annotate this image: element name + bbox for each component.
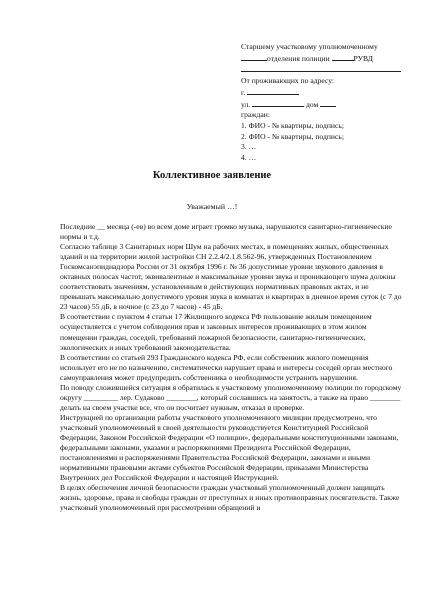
addressee-line-4: От проживающих по адресу: xyxy=(241,76,335,86)
blank-line xyxy=(252,99,304,107)
addressee-line-3 xyxy=(241,64,416,76)
addressee-line-11: 4. … xyxy=(241,153,257,163)
paragraph: В соответствии с пунктом 4 статьи 17 Жилищного кодекса РФ пользование жилым помещением осуществляется с учетом соблюдения прав и законных интересов проживающих в этом жилом помещении граждан, соседей, требований пожарной безопасности, санитарно-гигиенических, экологических и иных требований законодательства. xyxy=(60,312,372,352)
addressee-district-text: РУВД xyxy=(353,53,373,63)
blank-line xyxy=(241,64,401,72)
addressee-line-10: 3. … xyxy=(241,142,257,152)
addressee-line-9: 2. ФИО - № квартиры, подпись; xyxy=(241,131,344,141)
house-prefix: дом xyxy=(305,99,319,109)
paragraph: В целях обеспечения личной безопасности граждан участковый уполномоченный должен защищать жизнь, здоровье, права и свободы граждан от преступных и иных противоправных посягательств. Также участковый уполномоченный при рассмотрении обращений и xyxy=(60,483,400,513)
addressee-line-5 xyxy=(241,87,416,99)
street-prefix: ул. xyxy=(241,99,251,109)
addressee-line-1: Старшему участковому уполномоченному xyxy=(241,42,378,51)
blank-line xyxy=(320,99,336,107)
addressee-line-8: 1. ФИО - № квартиры, подпись; xyxy=(241,120,344,130)
addressee-line-2 xyxy=(241,53,416,65)
paragraph: Последние __ месяца (-ев) во всем доме играет громко музыка, нарушаются санитарно-гигиенические нормы и т.д. xyxy=(60,222,392,242)
addressee-line-6 xyxy=(241,99,416,111)
paragraph: В соответствии со статьей 293 Гражданского кодекса РФ, если собственник жилого помещения использует его не по назначению, систематически нарушает права и интересы соседей орган местного самоуправления может предупредить собственника о необходимости устранить нарушения. xyxy=(60,352,393,382)
document-title: Коллективное заявление xyxy=(152,170,272,181)
blank-line xyxy=(247,87,299,95)
paragraph: Инструкцией по организации работы участкового уполномоченного милиции предусмотрено, что участковый уполномоченный в своей деятельности руководствуется Конституцией Российской Федерации, Законом Российской Федерации «О полиции», федеральными конституционными законами, федеральными законами, указами и распоряжениями Президента Российской Федерации, постановлениями и распоряжениями Правительства Российской Федерации, законами и иными нормативными правовыми актами субъектов Российской Федерации, приказами Министерства Внутренних дел Российской Федерации и настоящей Инструкцией. xyxy=(60,412,399,483)
city-prefix: г. xyxy=(241,87,246,97)
addressee-block xyxy=(241,42,416,164)
addressee-line-7: граждан: xyxy=(241,110,270,120)
greeting: Уважаемый …! xyxy=(186,202,238,211)
blank-line xyxy=(241,53,267,61)
paragraph: Согласно таблице 3 Санитарных норм Шум на рабочих местах, в помещениях жилых, общественных зданий и на территории жилой застройки СН 2.2.4/2.1.8.562-96, утвержденных Постановлением Госкомсанэпиднадзора России от 31 октября 1996 г. № 36 допустимые уровни звукового давления в октавных полосах частот, эквивалентные и максимальные уровни звука и проникающего шума должны соответствовать значениям, установленным в действующих нормативных правовых актах, и не превышать максимально допустимого уровня звука в комнатах и квартирах в дневное время суток (с 7 до 23 часов) 55 дБ, в ночное (с 23 до 7 часов) - 45 дБ. xyxy=(60,242,402,312)
document-body xyxy=(60,222,405,513)
blank-line xyxy=(332,53,354,61)
addressee-dept-text: отделения полиции xyxy=(267,53,330,63)
paragraph: По поводу сложившейся ситуация я обратилась к участковому уполномоченному полиции по городскому округу _________ лер. Судаково ________, который сославшись на занятость, а также на право ________ делать на своем участке все, что он посчитает нужным, отказал в проверке. xyxy=(60,382,402,412)
